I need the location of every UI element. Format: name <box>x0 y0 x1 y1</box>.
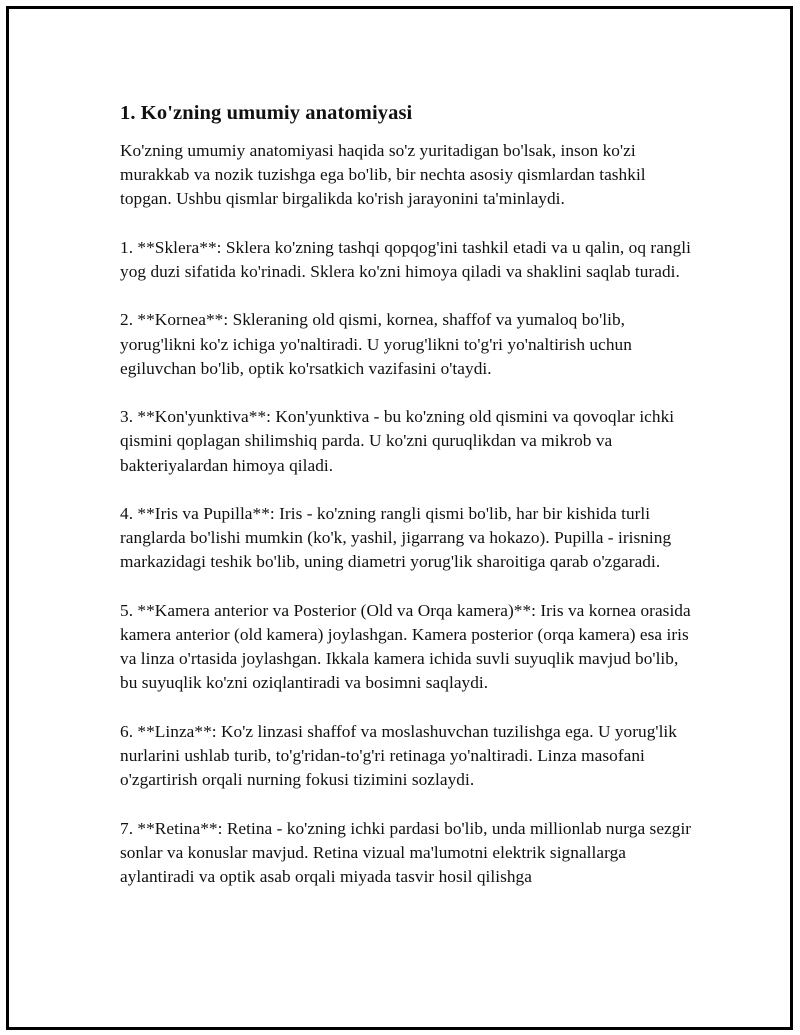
document-page <box>6 6 793 1030</box>
document-body <box>120 97 700 913</box>
paragraph-retina: 7. **Retina**: Retina - ko'zning ichki pardasi bo'lib, unda millionlab nurga sezgir sonlar va konuslar mavjud. Retina vizual ma'lumotni elektrik signallarga aylantiradi va optik asab orqali miyada tasvir hosil qilishga <box>120 818 692 886</box>
section-title: 1. Ko'zning umumiy anatomiyasi <box>120 102 413 124</box>
paragraph-kornea: 2. **Kornea**: Skleraning old qismi, kornea, shaffof va yumaloq bo'lib, yorug'likni ko'z ichiga yo'naltiradi. U yorug'likni to'g'ri yo'naltirish uchun egiluvchan bo'lib, optik ko'rsatkich vazifasini o'taydi. <box>120 310 632 378</box>
paragraph-iris-pupilla: 4. **Iris va Pupilla**: Iris - ko'zning rangli qismi bo'lib, har bir kishida turli ranglarda bo'lishi mumkin (ko'k, yashil, jigarrang va hokazo). Pupilla - irisning markazidagi teshik bo'lib, uning diametri yorug'lik sharoitiga qarab o'zgaradi. <box>120 503 672 572</box>
intro-paragraph: Ko'zning umumiy anatomiyasi haqida so'z yuritadigan bo'lsak, inson ko'zi murakkab va nozik tuzishga ega bo'lib, bir nechta asosiy qismlardan tashkil topgan. Ushbu qismlar birgalikda ko'rish jarayonini ta'minlaydi. <box>120 141 646 209</box>
paragraph-kamera: 5. **Kamera anterior va Posterior (Old va Orqa kamera)**: Iris va kornea orasida kamera anterior (old kamera) joylashgan. Kamera posterior (orqa kamera) esa iris va linza o'rtasida joylashgan. Ikkala kamera ichida suvli suyuqlik mavjud bo'lib, bu suyuqlik ko'zni oziqlantiradi va bosimni saqlaydi. <box>120 600 691 693</box>
paragraph-konyunktiva: 3. **Kon'yunktiva**: Kon'yunktiva - bu ko'zning old qismini va qovoqlar ichki qismini qoplagan shilimshiq parda. U ko'zni quruqlikdan va mikrob va bakteriyalardan himoya qiladi. <box>120 407 675 475</box>
paragraph-sklera: 1. **Sklera**: Sklera ko'zning tashqi qopqog'ini tashkil etadi va u qalin, oq rangli yog duzi sifatida ko'rinadi. Sklera ko'zni himoya qiladi va shaklini saqlab turadi. <box>120 237 692 281</box>
paragraph-linza: 6. **Linza**: Ko'z linzasi shaffof va moslashuvchan tuzilishga ega. U yorug'lik nurlarini ushlab turib, to'g'ridan-to'g'ri retinaga yo'naltiradi. Linza masofani o'zgartirish orqali nurning fokusi tizimini sozlaydi. <box>120 721 677 790</box>
